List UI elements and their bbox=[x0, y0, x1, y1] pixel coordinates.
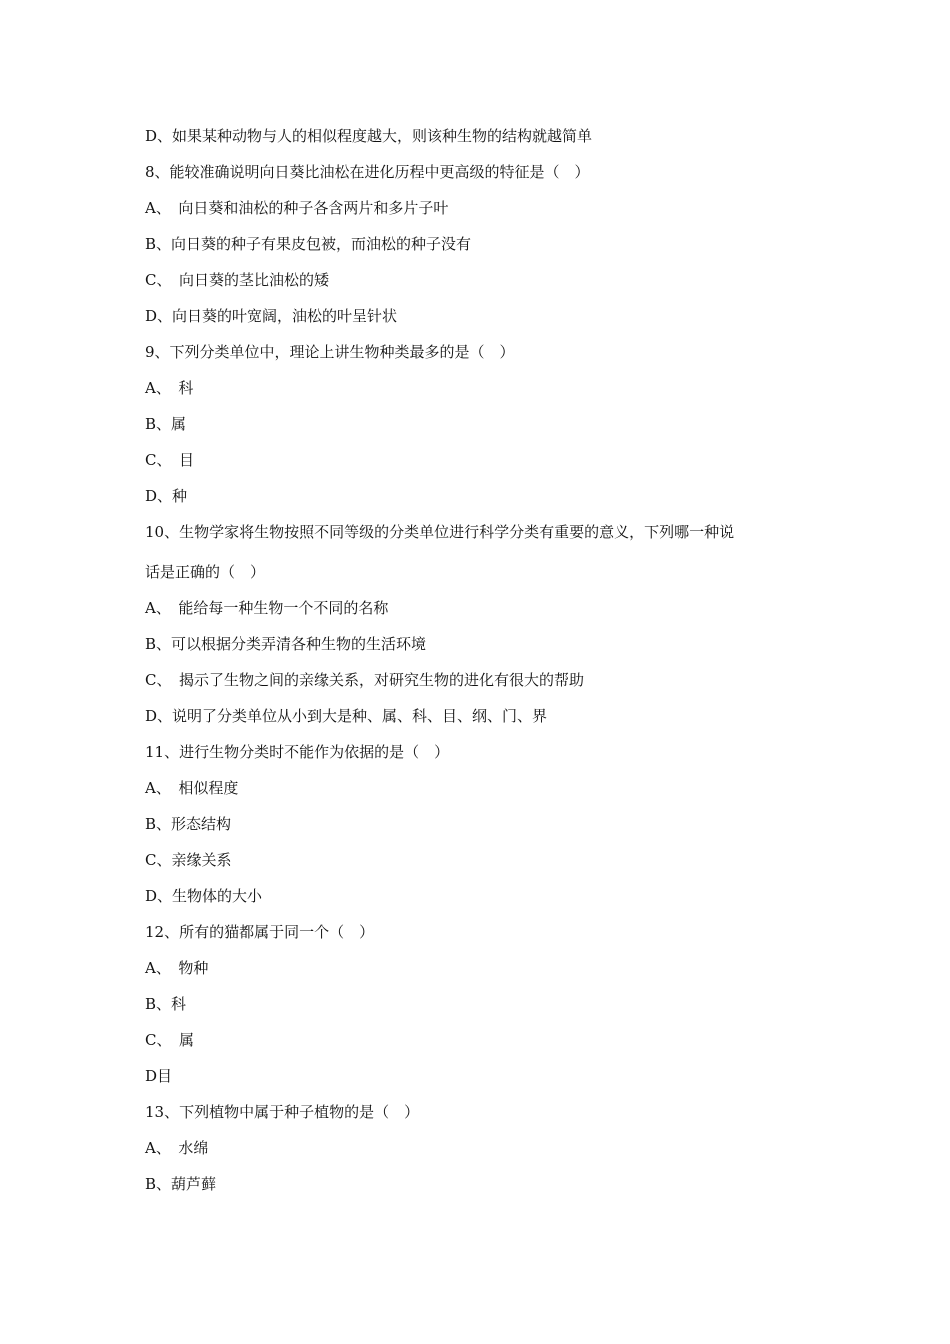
option-8a: A、 向日葵和油松的种子各含两片和多片子叶 bbox=[145, 199, 449, 217]
question-12: 12、所有的猫都属于同一个（ ） bbox=[145, 923, 375, 941]
option-8d: D、向日葵的叶宽阔，油松的叶呈针状 bbox=[145, 307, 398, 325]
option-12b: B、科 bbox=[145, 995, 187, 1013]
question-11: 11、进行生物分类时不能作为依据的是（ ） bbox=[145, 743, 450, 761]
option-13b: B、葫芦藓 bbox=[145, 1175, 217, 1193]
option-12d: D目 bbox=[145, 1067, 173, 1085]
option-7d: D、如果某种动物与人的相似程度越大，则该种生物的结构就越简单 bbox=[145, 127, 593, 145]
option-13a: A、 水绵 bbox=[145, 1139, 209, 1157]
option-9c: C、 目 bbox=[145, 451, 194, 469]
question-9: 9、下列分类单位中，理论上讲生物种类最多的是（ ） bbox=[145, 343, 515, 361]
option-9d: D、种 bbox=[145, 487, 188, 505]
option-11b: B、形态结构 bbox=[145, 815, 232, 833]
option-11d: D、生物体的大小 bbox=[145, 887, 263, 905]
option-11c: C、亲缘关系 bbox=[145, 851, 232, 869]
option-9b: B、属 bbox=[145, 415, 187, 433]
question-8: 8、能较准确说明向日葵比油松在进化历程中更高级的特征是（ ） bbox=[145, 163, 590, 181]
option-10b: B、可以根据分类弄清各种生物的生活环境 bbox=[145, 635, 427, 653]
question-10-line-1: 10、生物学家将生物按照不同等级的分类单位进行科学分类有重要的意义，下列哪一种说 bbox=[145, 523, 735, 541]
question-10-line-2: 话是正确的（ ） bbox=[145, 563, 266, 581]
option-12c: C、 属 bbox=[145, 1031, 194, 1049]
option-12a: A、 物种 bbox=[145, 959, 209, 977]
option-10d: D、说明了分类单位从小到大是种、属、科、目、纲、门、界 bbox=[145, 707, 548, 725]
question-13: 13、下列植物中属于种子植物的是（ ） bbox=[145, 1103, 420, 1121]
option-11a: A、 相似程度 bbox=[145, 779, 239, 797]
option-8c: C、 向日葵的茎比油松的矮 bbox=[145, 271, 329, 289]
option-9a: A、 科 bbox=[145, 379, 194, 397]
option-10a: A、 能给每一种生物一个不同的名称 bbox=[145, 599, 389, 617]
option-8b: B、向日葵的种子有果皮包被，而油松的种子没有 bbox=[145, 235, 472, 253]
option-10c: C、 揭示了生物之间的亲缘关系，对研究生物的进化有很大的帮助 bbox=[145, 671, 584, 689]
